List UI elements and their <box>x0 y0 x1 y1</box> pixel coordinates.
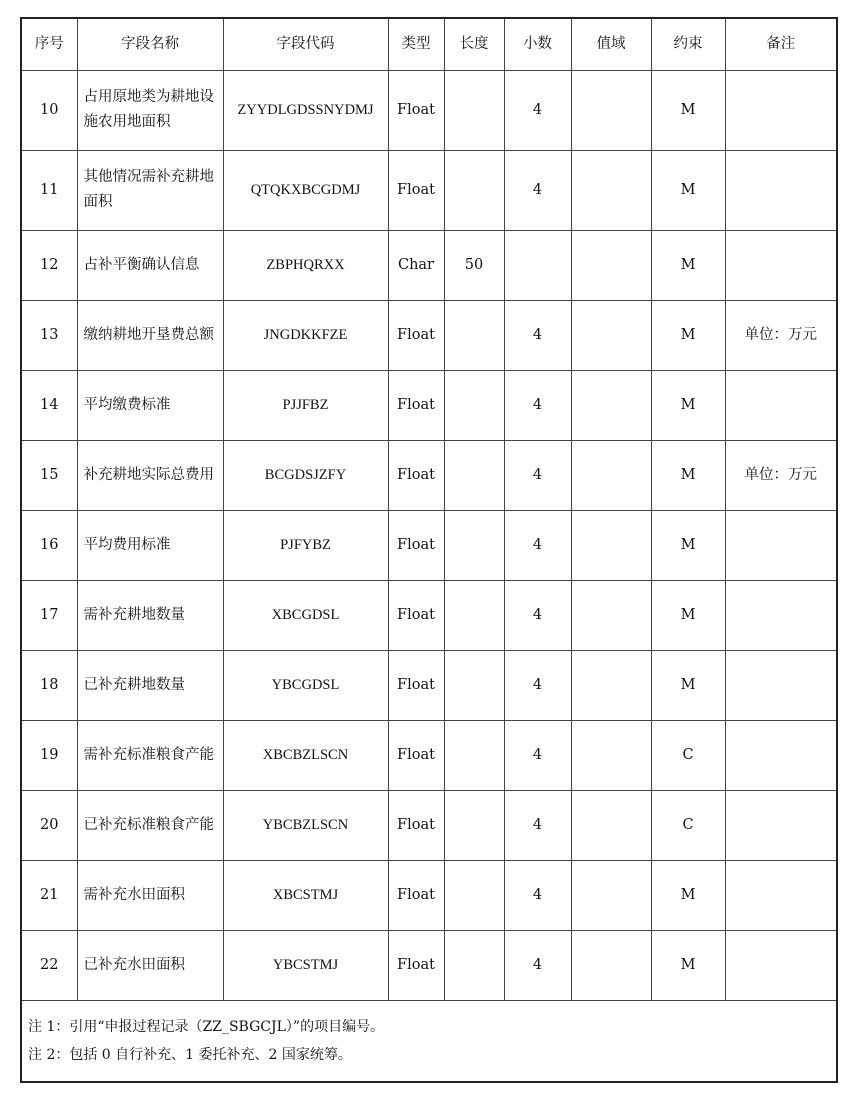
cell-no: 11 <box>21 150 77 230</box>
cell-field-name: 已补充标准粮食产能 <box>77 790 223 860</box>
cell-remark <box>725 510 837 580</box>
cell-decimals: 4 <box>504 580 571 650</box>
cell-field-name: 占用原地类为耕地设施农用地面积 <box>77 70 223 150</box>
cell-decimals: 4 <box>504 370 571 440</box>
cell-decimals: 4 <box>504 720 571 790</box>
cell-field-name: 需补充耕地数量 <box>77 580 223 650</box>
cell-decimals <box>504 230 571 300</box>
cell-decimals: 4 <box>504 300 571 370</box>
cell-no: 12 <box>21 230 77 300</box>
cell-remark: 单位：万元 <box>725 440 837 510</box>
cell-constraint: M <box>651 440 725 510</box>
cell-range <box>571 860 651 930</box>
cell-type: Float <box>388 790 444 860</box>
table-row <box>21 70 837 150</box>
header-cell-name: 字段名称 <box>77 18 223 70</box>
cell-no: 13 <box>21 300 77 370</box>
cell-constraint: M <box>651 150 725 230</box>
cell-no: 22 <box>21 930 77 1000</box>
cell-decimals: 4 <box>504 440 571 510</box>
cell-type: Float <box>388 440 444 510</box>
cell-range <box>571 510 651 580</box>
cell-length <box>444 930 504 1000</box>
header-cell-code: 字段代码 <box>223 18 388 70</box>
header-cell-remark: 备注 <box>725 18 837 70</box>
table-row <box>21 370 837 440</box>
cell-decimals: 4 <box>504 650 571 720</box>
cell-field-code: PJFYBZ <box>223 510 388 580</box>
cell-remark <box>725 860 837 930</box>
table-row <box>21 650 837 720</box>
note-1: 注 1：引用“申报过程记录（ZZ_SBGCJL）”的项目编号。 <box>28 1018 385 1035</box>
cell-type: Float <box>388 650 444 720</box>
cell-length <box>444 720 504 790</box>
cell-range <box>571 230 651 300</box>
cell-remark <box>725 650 837 720</box>
cell-field-code: ZBPHQRXX <box>223 230 388 300</box>
cell-field-name: 已补充耕地数量 <box>77 650 223 720</box>
table-row <box>21 300 837 370</box>
cell-field-code: YBCGDSL <box>223 650 388 720</box>
cell-field-code: ZYYDLGDSSNYDMJ <box>223 70 388 150</box>
cell-field-name: 占补平衡确认信息 <box>77 230 223 300</box>
cell-field-code: XBCSTMJ <box>223 860 388 930</box>
cell-no: 20 <box>21 790 77 860</box>
cell-no: 14 <box>21 370 77 440</box>
cell-range <box>571 790 651 860</box>
cell-field-code: QTQKXBCGDMJ <box>223 150 388 230</box>
cell-length <box>444 580 504 650</box>
cell-length <box>444 440 504 510</box>
cell-decimals: 4 <box>504 70 571 150</box>
cell-decimals: 4 <box>504 860 571 930</box>
table-row <box>21 860 837 930</box>
cell-constraint: M <box>651 930 725 1000</box>
cell-field-name: 需补充水田面积 <box>77 860 223 930</box>
cell-remark <box>725 230 837 300</box>
table-row <box>21 720 837 790</box>
cell-type: Float <box>388 150 444 230</box>
header-cell-decimals: 小数 <box>504 18 571 70</box>
cell-field-name: 补充耕地实际总费用 <box>77 440 223 510</box>
cell-constraint: M <box>651 300 725 370</box>
cell-length <box>444 370 504 440</box>
header-cell-length: 长度 <box>444 18 504 70</box>
cell-range <box>571 720 651 790</box>
cell-field-code: YBCBZLSCN <box>223 790 388 860</box>
cell-constraint: M <box>651 580 725 650</box>
cell-range <box>571 300 651 370</box>
cell-constraint: M <box>651 650 725 720</box>
cell-type: Float <box>388 70 444 150</box>
cell-remark <box>725 150 837 230</box>
cell-no: 18 <box>21 650 77 720</box>
cell-field-code: XBCGDSL <box>223 580 388 650</box>
cell-type: Float <box>388 930 444 1000</box>
cell-length <box>444 790 504 860</box>
cell-no: 16 <box>21 510 77 580</box>
cell-type: Float <box>388 720 444 790</box>
cell-range <box>571 150 651 230</box>
cell-field-code: BCGDSJZFY <box>223 440 388 510</box>
cell-remark <box>725 70 837 150</box>
cell-remark <box>725 720 837 790</box>
cell-type: Char <box>388 230 444 300</box>
cell-length <box>444 300 504 370</box>
cell-remark <box>725 930 837 1000</box>
cell-constraint: M <box>651 230 725 300</box>
cell-range <box>571 70 651 150</box>
table-row <box>21 580 837 650</box>
cell-type: Float <box>388 860 444 930</box>
cell-type: Float <box>388 510 444 580</box>
cell-range <box>571 930 651 1000</box>
cell-type: Float <box>388 580 444 650</box>
cell-length <box>444 150 504 230</box>
cell-remark <box>725 370 837 440</box>
header-cell-type: 类型 <box>388 18 444 70</box>
cell-field-code: XBCBZLSCN <box>223 720 388 790</box>
note-2: 注 2：包括 0 自行补充、1 委托补充、2 国家统筹。 <box>28 1046 352 1063</box>
header-cell-constraint: 约束 <box>651 18 725 70</box>
cell-constraint: C <box>651 790 725 860</box>
cell-length <box>444 860 504 930</box>
cell-range <box>571 650 651 720</box>
cell-type: Float <box>388 300 444 370</box>
cell-constraint: M <box>651 70 725 150</box>
cell-remark: 单位：万元 <box>725 300 837 370</box>
cell-field-code: YBCSTMJ <box>223 930 388 1000</box>
cell-length: 50 <box>444 230 504 300</box>
table-row <box>21 510 837 580</box>
cell-decimals: 4 <box>504 150 571 230</box>
cell-decimals: 4 <box>504 930 571 1000</box>
table-header-row <box>21 18 837 70</box>
table-row <box>21 230 837 300</box>
cell-remark <box>725 580 837 650</box>
cell-field-name: 其他情况需补充耕地面积 <box>77 150 223 230</box>
cell-no: 19 <box>21 720 77 790</box>
cell-no: 15 <box>21 440 77 510</box>
cell-field-name: 已补充水田面积 <box>77 930 223 1000</box>
table-row <box>21 930 837 1000</box>
cell-constraint: M <box>651 860 725 930</box>
cell-range <box>571 580 651 650</box>
cell-field-code: JNGDKKFZE <box>223 300 388 370</box>
cell-field-code: PJJFBZ <box>223 370 388 440</box>
cell-range <box>571 370 651 440</box>
cell-field-name: 平均缴费标准 <box>77 370 223 440</box>
cell-constraint: M <box>651 370 725 440</box>
cell-field-name: 需补充标准粮食产能 <box>77 720 223 790</box>
cell-length <box>444 510 504 580</box>
cell-field-name: 平均费用标准 <box>77 510 223 580</box>
table-row <box>21 150 837 230</box>
header-cell-range: 值域 <box>571 18 651 70</box>
cell-constraint: M <box>651 510 725 580</box>
table-row <box>21 440 837 510</box>
cell-length <box>444 70 504 150</box>
notes-row <box>21 1000 837 1082</box>
cell-no: 10 <box>21 70 77 150</box>
cell-no: 17 <box>21 580 77 650</box>
cell-field-name: 缴纳耕地开垦费总额 <box>77 300 223 370</box>
cell-remark <box>725 790 837 860</box>
header-cell-no: 序号 <box>21 18 77 70</box>
notes-cell <box>21 1000 837 1082</box>
cell-constraint: C <box>651 720 725 790</box>
table-row <box>21 790 837 860</box>
cell-type: Float <box>388 370 444 440</box>
cell-decimals: 4 <box>504 790 571 860</box>
field-spec-table <box>20 17 838 1083</box>
cell-decimals: 4 <box>504 510 571 580</box>
cell-length <box>444 650 504 720</box>
cell-range <box>571 440 651 510</box>
cell-no: 21 <box>21 860 77 930</box>
